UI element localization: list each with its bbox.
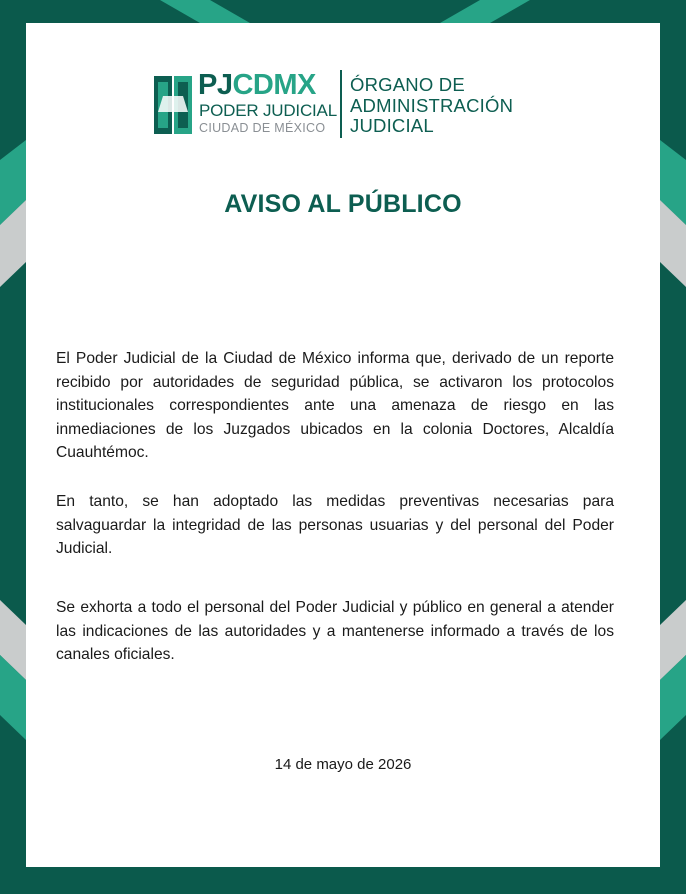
organ-name — [350, 75, 513, 137]
notice-title: AVISO AL PÚBLICO — [224, 190, 462, 218]
brand-city: CIUDAD DE MÉXICO — [199, 121, 326, 135]
organ-line: ADMINISTRACIÓN — [350, 94, 514, 116]
notice-date: 14 de mayo de 2026 — [274, 756, 412, 773]
notice-page — [26, 23, 660, 867]
brand-subtitle: PODER JUDICIAL — [199, 101, 337, 120]
notice-paragraph: El Poder Judicial de la Ciudad de México informa que, derivado de un reporte recibido por autoridades de seguridad pública, se activaron los protocolos institucionales correspondientes ante una amenaza de riesgo en las inmediaciones de los Juzgados ubicados en la colonia Doctores, Alcaldía Cuauhtémoc. — [56, 350, 614, 461]
organ-line: JUDICIAL — [350, 115, 434, 136]
header-logo — [154, 70, 554, 142]
notice-paragraph: En tanto, se han adoptado las medidas preventivas necesarias para salvaguardar la integridad de las personas usuarias y del personal del Poder Judicial. — [56, 493, 614, 557]
organ-line: ÓRGANO DE — [350, 74, 465, 95]
pjcdmx-emblem-icon — [154, 72, 194, 136]
header-divider — [340, 70, 342, 138]
brand-wordmark: PJCDMX — [198, 69, 316, 101]
notice-paragraph: Se exhorta a todo el personal del Poder Judicial y público en general a atender las indicaciones de las autoridades y a mantenerse informado a través de los canales oficiales. — [56, 599, 614, 663]
